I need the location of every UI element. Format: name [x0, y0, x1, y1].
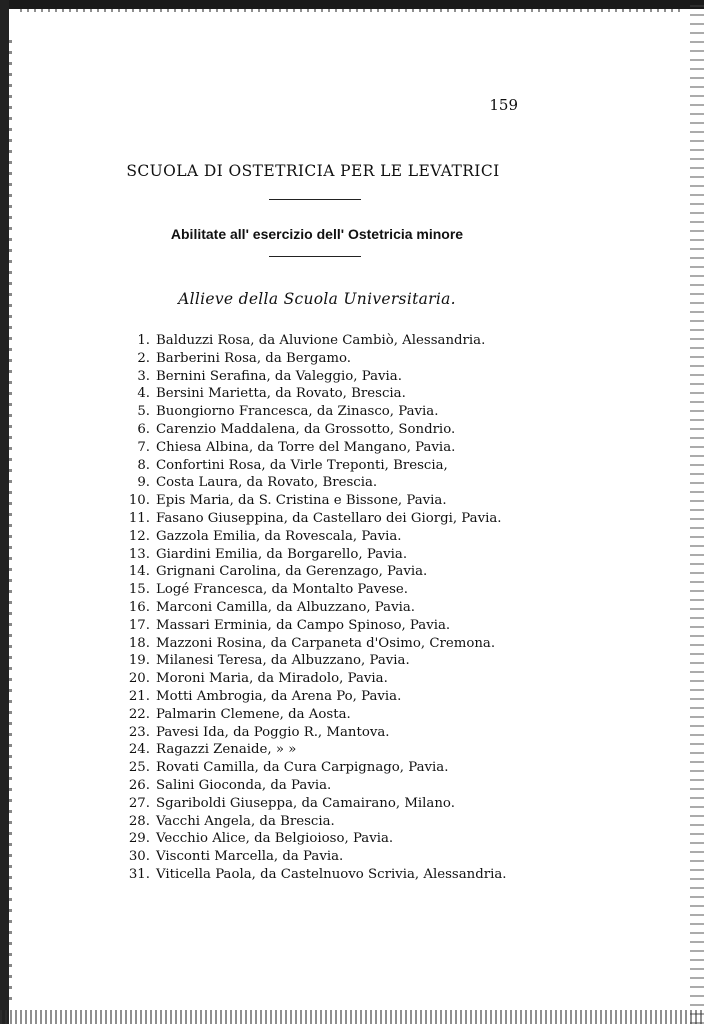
list-item — [110, 581, 560, 599]
page-number: 159 — [489, 96, 518, 114]
entry-number: 20. — [128, 671, 150, 687]
scan-speckle-left — [9, 40, 12, 1000]
scan-speckle-right — [690, 0, 704, 1024]
section-title: SCUOLA DI OSTETRICIA PER LE LEVATRICI — [126, 162, 500, 180]
scan-speckle-top — [20, 9, 680, 12]
entry-number: 5. — [137, 404, 150, 420]
list-item — [110, 385, 560, 403]
list-item — [110, 652, 560, 670]
entry-number: 16. — [128, 599, 150, 615]
list-item — [110, 670, 560, 688]
list-item — [110, 795, 560, 813]
list-item — [110, 546, 560, 564]
subtitle: Abilitate all' esercizio dell' Ostetricia minore — [170, 226, 464, 242]
list-item — [110, 813, 560, 831]
entry-number: 10. — [128, 493, 150, 509]
entry-text: Carenzio Maddalena, da Grossotto, Sondrio. — [156, 421, 456, 437]
entry-number: 19. — [128, 653, 150, 669]
entry-number: 18. — [128, 635, 150, 651]
entry-text: Palmarin Clemene, da Aosta. — [156, 706, 351, 722]
scan-binding-left — [0, 0, 9, 1024]
list-item — [110, 439, 560, 457]
scan-border-top — [0, 0, 704, 9]
entry-text: Salini Gioconda, da Pavia. — [156, 777, 332, 793]
list-item — [110, 635, 560, 653]
entry-number: 12. — [128, 528, 150, 544]
entry-number: 8. — [137, 457, 150, 473]
entry-number: 9. — [137, 475, 150, 491]
list-item — [110, 350, 560, 368]
entry-text: Balduzzi Rosa, da Aluvione Cambiò, Alessandria. — [156, 333, 486, 348]
entry-text: Pavesi Ida, da Poggio R., Mantova. — [156, 724, 390, 740]
entry-number: 21. — [128, 688, 150, 704]
list-item — [110, 599, 560, 617]
entry-number: 26. — [128, 777, 150, 793]
list-item — [110, 474, 560, 492]
entry-number: 27. — [128, 795, 150, 811]
entry-number: 2. — [137, 350, 150, 366]
list-item — [110, 332, 560, 350]
list-heading: Allieve della Scuola Universitaria. — [178, 290, 456, 308]
entry-text: Bernini Serafina, da Valeggio, Pavia. — [156, 368, 402, 384]
entry-text: Buongiorno Francesca, da Zinasco, Pavia. — [156, 404, 439, 420]
entry-text: Motti Ambrogia, da Arena Po, Pavia. — [156, 688, 402, 704]
entry-number: 13. — [128, 546, 150, 562]
entry-text: Massari Erminia, da Campo Spinoso, Pavia. — [156, 617, 451, 633]
entry-number: 11. — [128, 510, 150, 526]
divider-rule — [269, 256, 361, 257]
entry-number: 17. — [128, 617, 150, 633]
entry-number: 3. — [137, 368, 150, 384]
entry-number: 29. — [128, 831, 150, 847]
entry-text: Marconi Camilla, da Albuzzano, Pavia. — [156, 599, 415, 615]
entry-number: 23. — [128, 724, 150, 740]
list-item — [110, 777, 560, 795]
list-item — [110, 759, 560, 777]
list-item — [110, 706, 560, 724]
entry-number: 4. — [137, 386, 150, 402]
list-item — [110, 688, 560, 706]
entry-text: Giardini Emilia, da Borgarello, Pavia. — [156, 546, 408, 562]
entry-text: Milanesi Teresa, da Albuzzano, Pavia. — [156, 653, 410, 669]
list-item — [110, 617, 560, 635]
entry-number: 25. — [128, 760, 150, 776]
list-item — [110, 368, 560, 386]
entry-number: 31. — [128, 866, 150, 882]
list-item — [110, 866, 560, 884]
list-item — [110, 830, 560, 848]
entry-text: Vecchio Alice, da Belgioioso, Pavia. — [156, 831, 394, 847]
entry-number: 14. — [128, 564, 150, 580]
list-item — [110, 457, 560, 475]
list-item — [110, 421, 560, 439]
entry-text: Mazzoni Rosina, da Carpaneta d'Osimo, Cremona. — [156, 635, 496, 651]
list-item — [110, 724, 560, 742]
entry-text: Vacchi Angela, da Brescia. — [156, 813, 335, 829]
entry-text: Sgariboldi Giuseppa, da Camairano, Milano. — [156, 795, 455, 811]
student-list — [110, 332, 560, 884]
list-item — [110, 848, 560, 866]
list-item — [110, 528, 560, 546]
entry-text: Moroni Maria, da Miradolo, Pavia. — [156, 671, 388, 687]
entry-number: 6. — [137, 421, 150, 437]
entry-text: Barberini Rosa, da Bergamo. — [156, 350, 352, 366]
entry-number: 15. — [128, 582, 150, 598]
entry-text: Grignani Carolina, da Gerenzago, Pavia. — [156, 564, 428, 580]
scan-speckle-bottom — [0, 1010, 704, 1024]
entry-text: Ragazzi Zenaide, » » — [156, 742, 297, 758]
list-item — [110, 492, 560, 510]
divider-rule — [269, 199, 361, 200]
entry-text: Chiesa Albina, da Torre del Mangano, Pavia. — [156, 439, 456, 455]
entry-text: Gazzola Emilia, da Rovescala, Pavia. — [156, 528, 402, 544]
entry-text: Logé Francesca, da Montalto Pavese. — [156, 582, 409, 598]
entry-number: 1. — [137, 333, 150, 348]
entry-number: 22. — [128, 706, 150, 722]
entry-text: Confortini Rosa, da Virle Treponti, Brescia, — [156, 457, 448, 473]
entry-number: 24. — [128, 742, 150, 758]
entry-text: Rovati Camilla, da Cura Carpignago, Pavia. — [156, 760, 449, 776]
entry-text: Costa Laura, da Rovato, Brescia. — [156, 475, 378, 491]
entry-number: 7. — [137, 439, 150, 455]
list-item — [110, 403, 560, 421]
list-item — [110, 510, 560, 528]
entry-text: Fasano Giuseppina, da Castellaro dei Giorgi, Pavia. — [156, 510, 502, 526]
list-item — [110, 563, 560, 581]
entry-text: Epis Maria, da S. Cristina e Bissone, Pavia. — [156, 493, 447, 509]
entry-number: 28. — [128, 813, 150, 829]
entry-text: Viticella Paola, da Castelnuovo Scrivia, Alessandria. — [156, 866, 507, 882]
list-item — [110, 741, 560, 759]
entry-number: 30. — [128, 849, 150, 865]
entry-text: Visconti Marcella, da Pavia. — [156, 849, 344, 865]
entry-text: Bersini Marietta, da Rovato, Brescia. — [156, 386, 406, 402]
